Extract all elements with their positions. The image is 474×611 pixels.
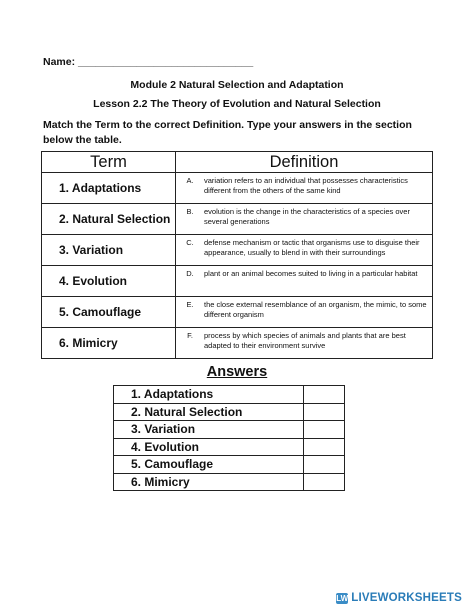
answers-table	[113, 385, 345, 491]
term-cell: 2. Natural Selection	[42, 204, 176, 235]
answer-input-6[interactable]	[304, 473, 345, 491]
answer-term: 3. Variation	[114, 421, 304, 439]
definition-text: variation refers to an individual that possesses characteristics different from the others of the same kind	[204, 176, 408, 195]
definition-letter: A.	[186, 176, 194, 185]
table-row	[42, 173, 433, 204]
table-row	[42, 235, 433, 266]
answer-term: 2. Natural Selection	[114, 403, 304, 421]
liveworksheets-icon: LW	[336, 593, 349, 603]
answer-row	[114, 456, 345, 474]
answer-term: 5. Camouflage	[114, 456, 304, 474]
answers-title: Answers	[206, 364, 268, 380]
lesson-title: Lesson 2.2 The Theory of Evolution and Natural Selection	[93, 98, 381, 110]
definition-cell	[176, 235, 433, 266]
definition-text: defense mechanism or tactic that organisms use to disguise their appearance, usually to blend in with their surroundings	[204, 238, 420, 257]
answer-input-5[interactable]	[304, 456, 345, 474]
definition-cell	[176, 297, 433, 328]
answer-row	[114, 386, 345, 404]
definition-letter: C.	[186, 238, 194, 247]
term-cell: 4. Evolution	[42, 266, 176, 297]
name-label: Name: ______________________________	[43, 56, 254, 68]
instructions: Match the Term to the correct Definition. Type your answers in the section below the table.	[43, 119, 412, 146]
table-row	[42, 266, 433, 297]
definition-text: the close external resemblance of an organism, the mimic, to some different organism	[204, 300, 427, 319]
definition-cell	[176, 328, 433, 359]
definition-cell	[176, 173, 433, 204]
answer-term: 4. Evolution	[114, 438, 304, 456]
logo-text: LIVEWORKSHEETS	[351, 592, 462, 604]
definition-cell	[176, 266, 433, 297]
definition-text: plant or an animal becomes suited to living in a particular habitat	[204, 269, 418, 278]
answer-row	[114, 403, 345, 421]
term-cell: 1. Adaptations	[42, 173, 176, 204]
answer-input-1[interactable]	[304, 386, 345, 404]
answer-input-3[interactable]	[304, 421, 345, 439]
definition-letter: D.	[186, 269, 194, 278]
definition-header: Definition	[176, 152, 433, 173]
answer-row	[114, 473, 345, 491]
definition-letter: E.	[186, 300, 194, 309]
table-row	[42, 297, 433, 328]
definition-text: evolution is the change in the characteristics of a species over several generations	[204, 207, 410, 226]
table-row	[42, 204, 433, 235]
table-row	[42, 328, 433, 359]
module-title: Module 2 Natural Selection and Adaptation	[130, 79, 344, 91]
definition-cell	[176, 204, 433, 235]
answer-row	[114, 438, 345, 456]
answer-term: 6. Mimicry	[114, 473, 304, 491]
answer-input-4[interactable]	[304, 438, 345, 456]
answer-input-2[interactable]	[304, 403, 345, 421]
liveworksheets-logo	[336, 592, 462, 604]
answer-row	[114, 421, 345, 439]
definition-letter: B.	[186, 207, 194, 216]
term-header: Term	[42, 152, 176, 173]
matching-table	[41, 151, 433, 359]
answer-term: 1. Adaptations	[114, 386, 304, 404]
definition-text: process by which species of animals and plants that are best adapted to their environment survive	[204, 331, 406, 350]
definition-letter: F.	[187, 331, 193, 340]
term-cell: 3. Variation	[42, 235, 176, 266]
term-cell: 6. Mimicry	[42, 328, 176, 359]
term-cell: 5. Camouflage	[42, 297, 176, 328]
